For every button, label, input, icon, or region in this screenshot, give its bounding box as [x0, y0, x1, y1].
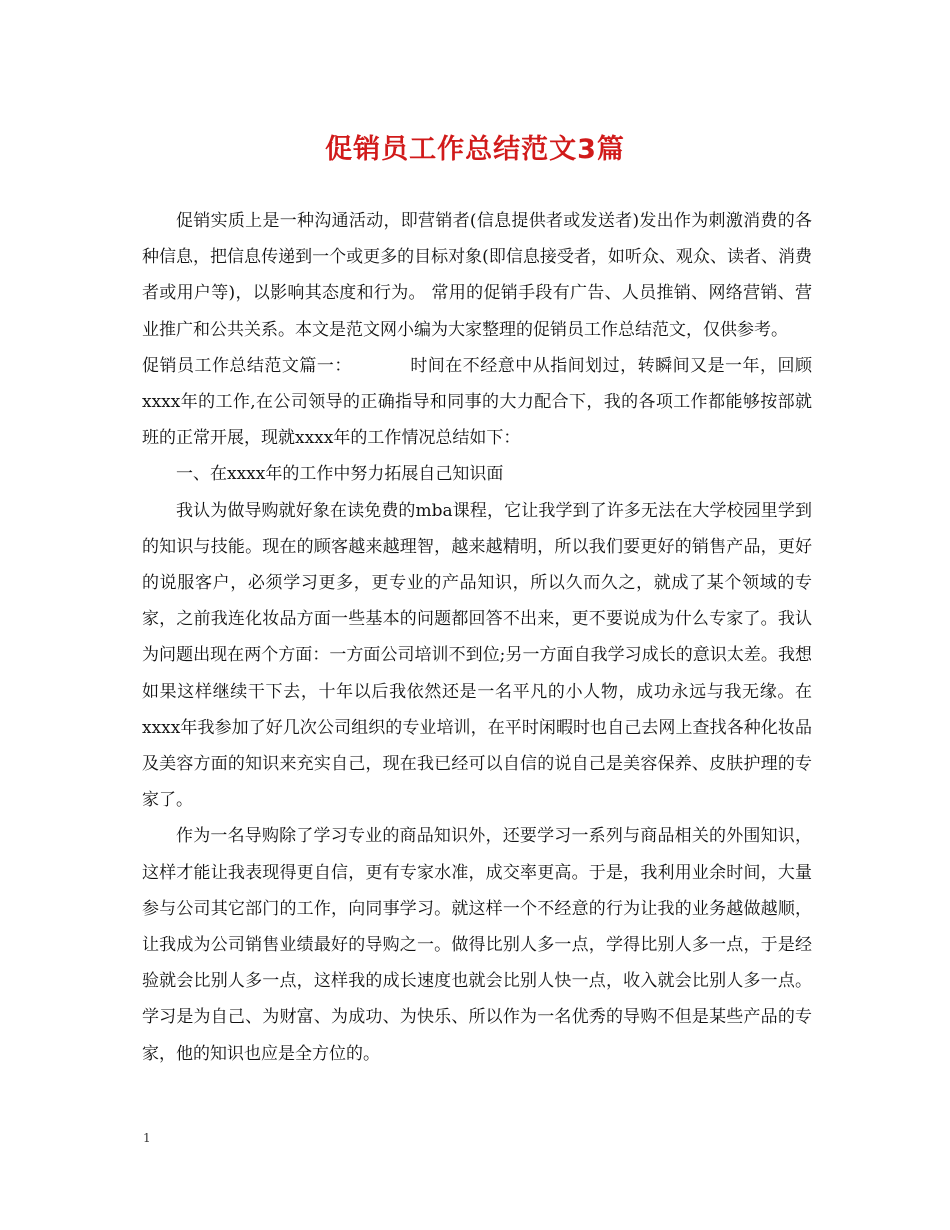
body-paragraph-learning: 我认为做导购就好象在读免费的mba课程，它让我学到了许多无法在大学校园里学到的知识与技能。现在的顾客越来越理智，越来越精明，所以我们要更好的销售产品，更好的说服客户，必须学习更多，更专业的产品知识，所以久而久之，就成了某个领域的专家，之前我连化妆品方面一些基本的问题都回答不出来，更不要说成为什么专家了。我认为问题出现在两个方面：一方面公司培训不到位;另一方面自我学习成长的意识太差。我想如果这样继续干下去，十年以后我依然还是一名平凡的小人物，成功永远与我无缘。在xxxx年我参加了好几次公司组织的专业培训，在平时闲暇时也自己去网上查找各种化妆品及美容方面的知识来充实自己，现在我已经可以自信的说自己是美容保养、皮肤护理的专家了。: [142, 500, 812, 811]
subheading: 一、在xxxx年的工作中努力拓展自己知识面: [176, 464, 504, 485]
document-body: [142, 203, 812, 1072]
section-one-text: 时间在不经意中从指间划过，转瞬间又是一年，回顾xxxx年的工作,在公司领导的正确指导和同事的大力配合下，我的各项工作都能够按部就班的正常开展，现就xxxx年的工作情况总结如下：: [142, 355, 812, 449]
document-title: 促销员工作总结范文3篇: [325, 134, 625, 165]
page-number: 1: [143, 1131, 151, 1145]
intro-paragraph: 促销实质上是一种沟通活动，即营销者(信息提供者或发送者)发出作为刺激消费的各种信息，把信息传递到一个或更多的目标对象(即信息接受者，如听众、观众、读者、消费者或用户等)，以影响其态度和行为。 常用的促销手段有广告、人员推销、网络营销、营业推广和公共关系。本文是范文网小编为大家整理的促销员工作总结范文，仅供参考。: [142, 211, 812, 340]
section-label: 促销员工作总结范文篇一：: [142, 355, 352, 376]
section-one-paragraph: [142, 348, 812, 457]
body-paragraph-knowledge: 作为一名导购除了学习专业的商品知识外，还要学习一系列与商品相关的外围知识，这样才能让我表现得更自信，更有专家水准，成交率更高。于是，我利用业余时间，大量参与公司其它部门的工作，向同事学习。就这样一个不经意的行为让我的业务越做越顺，让我成为公司销售业绩最好的导购之一。做得比别人多一点，学得比别人多一点，于是经验就会比别人多一点，这样我的成长速度也就会比别人快一点，收入就会比别人多一点。学习是为自己、为财富、为成功、为快乐、所以作为一名优秀的导购不但是某些产品的专家，他的知识也应是全方位的。: [142, 826, 812, 1064]
